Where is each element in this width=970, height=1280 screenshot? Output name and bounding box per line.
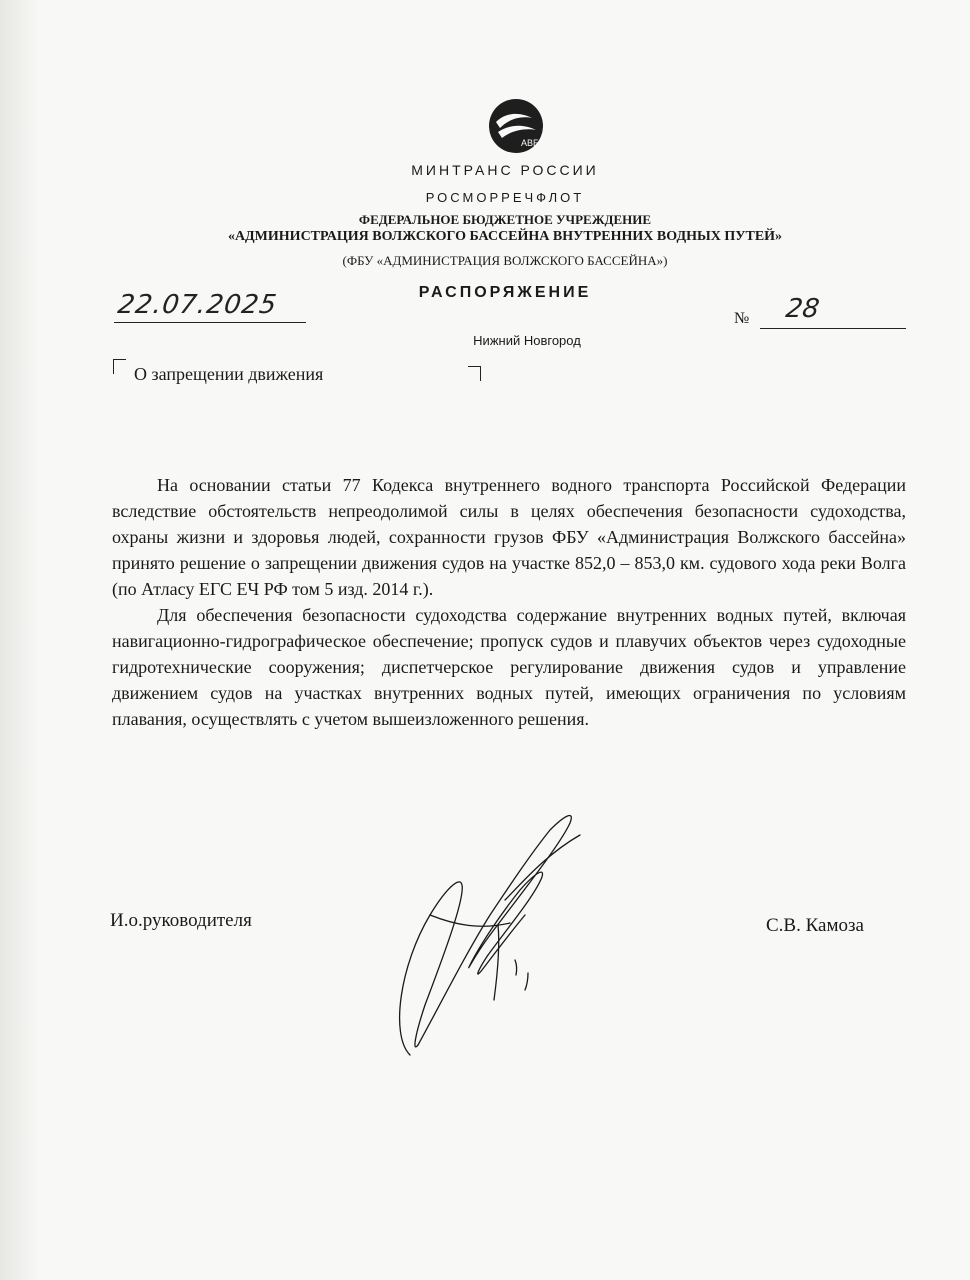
number-label: № [734, 310, 750, 327]
signer-name: С.В. Камоза [766, 915, 864, 936]
svg-text:АВБ: АВБ [521, 138, 539, 148]
document-date: 22.07.2025 [115, 290, 279, 320]
document-type: РАСПОРЯЖЕНИЕ [418, 284, 592, 301]
organization-name: «АДМИНИСТРАЦИЯ ВОЛЖСКОГО БАССЕЙНА ВНУТРЕННИХ ВОДНЫХ ПУТЕЙ» [227, 229, 783, 244]
ministry-name: МИНТРАНС РОССИИ [411, 162, 599, 178]
organization-short-name: (ФБУ «АДМИНИСТРАЦИЯ ВОЛЖСКОГО БАССЕЙНА») [342, 253, 668, 268]
subject-bracket-left [113, 359, 126, 374]
document-body [112, 472, 906, 732]
body-paragraph-1: На основании статьи 77 Кодекса внутреннего водного транспорта Российской Федерации вследствие обстоятельств непреодолимой силы в целях обеспечения безопасности судоходства, охраны жизни и здоровья людей, сохранности грузов ФБУ «Администрация Волжского бассейна» принято решение о запрещении движения судов на участке 852,0 – 853,0 км. судового хода реки Волга (по Атласу ЕГС ЕЧ РФ том 5 изд. 2014 г.). [112, 475, 906, 599]
document-city: Нижний Новгород [473, 333, 581, 348]
document-subject: О запрещении движения [134, 364, 324, 384]
signer-role: И.о.руководителя [110, 910, 252, 931]
body-paragraph-2: Для обеспечения безопасности судоходства содержание внутренних водных путей, включая навигационно-гидрографическое обеспечение; пропуск судов и плавучих объектов через судоходные гидротехнические сооружения; диспетчерское регулирование движения судов и управление движением судов на участках внутренних водных путей, имеющих ограничения по условиям плавания, осуществлять с учетом вышеизложенного решения. [112, 605, 906, 729]
organization-type: ФЕДЕРАЛЬНОЕ БЮДЖЕТНОЕ УЧРЕЖДЕНИЕ [358, 212, 652, 227]
agency-name: РОСМОРРЕЧФЛОТ [425, 190, 585, 205]
number-underline [760, 328, 906, 329]
document-number: 28 [783, 294, 822, 324]
organization-logo [488, 98, 544, 154]
handwritten-signature [370, 805, 600, 1065]
date-underline [114, 322, 306, 323]
subject-bracket-right [468, 366, 481, 381]
